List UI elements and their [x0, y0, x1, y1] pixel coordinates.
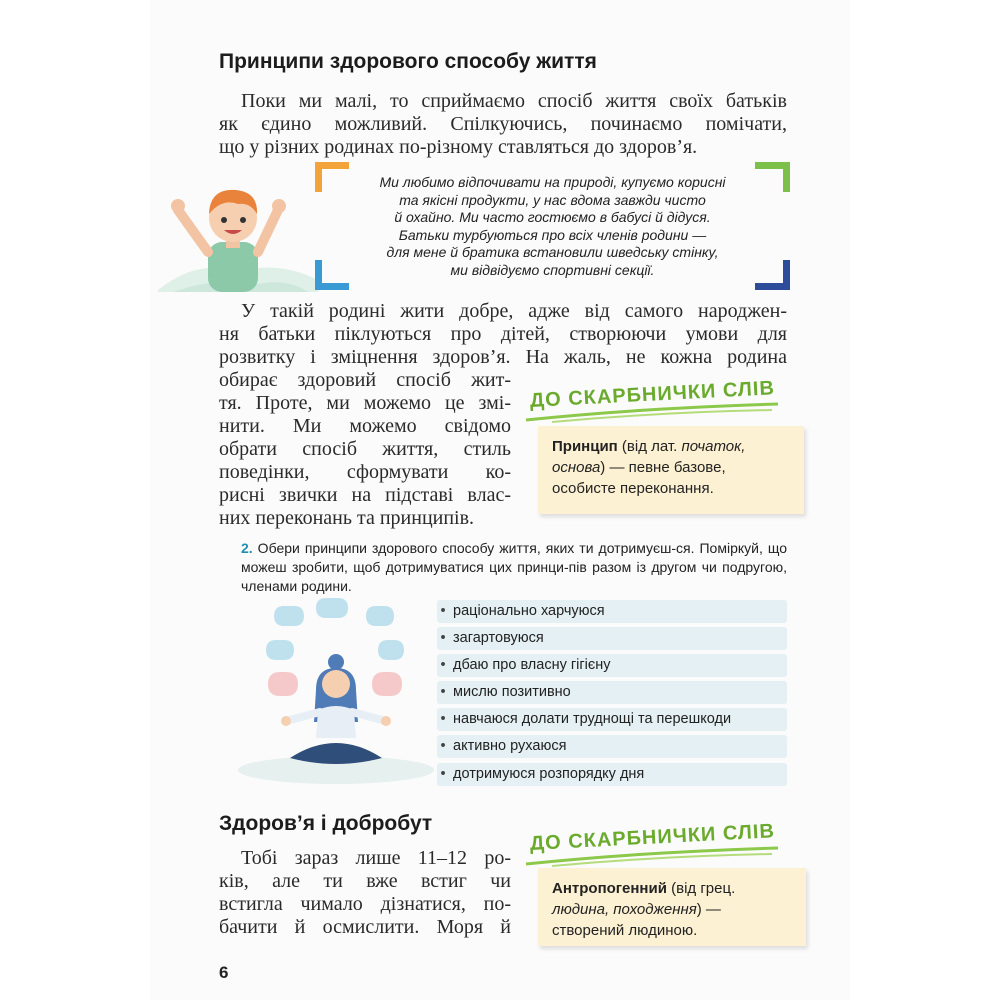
principle-item[interactable] — [437, 600, 787, 623]
paragraph-line: встигла чимало дізнатися, по- — [219, 893, 511, 915]
principle-label: мислю позитивно — [453, 684, 571, 700]
principle-label: дбаю про власну гігієну — [453, 657, 611, 673]
age-paragraph — [219, 847, 511, 939]
principle-item[interactable] — [437, 627, 787, 650]
principle-label: дотримуюся розпорядку дня — [453, 766, 645, 782]
principle-label: загартовуюся — [453, 630, 544, 646]
glossary-text: ) — створений людиною. — [552, 901, 721, 939]
glossary-text: (від грец. — [666, 880, 736, 897]
principle-label: навчаюся долати труднощі та перешкоди — [453, 711, 732, 727]
quote-line: для мене й братика встановили шведську стінку, — [386, 244, 719, 261]
paragraph-line: Тобі зараз лише 11–12 ро- — [241, 847, 511, 869]
principle-item[interactable] — [437, 708, 787, 731]
paragraph-line: бачити й осмислити. Моря й — [219, 916, 511, 938]
glossary-banner: ДО СКАРБНИЧКИ СЛІВ — [529, 820, 776, 855]
page-number: 6 — [219, 963, 229, 982]
intro-paragraph — [219, 90, 787, 159]
paragraph-line: тя. Проте, ми можемо це змі- — [219, 392, 511, 414]
bullet-icon: • — [440, 738, 446, 754]
paragraph-line: поведінки, сформувати ко- — [219, 461, 511, 483]
bullet-icon: • — [440, 684, 446, 700]
glossary-term: Антропогенний — [552, 880, 667, 897]
bullet-icon: • — [440, 766, 446, 782]
glossary-definition-principle — [538, 426, 804, 514]
glossary-underline — [522, 402, 782, 424]
choice-paragraph — [219, 369, 511, 530]
paragraph-line: ня батьки піклуються про дітей, створюючи умови для — [219, 323, 787, 345]
quote-line: й охайно. Ми часто гостюємо в бабусі й дідуся. — [394, 209, 711, 226]
meditation-illustration — [238, 598, 434, 784]
paragraph-line: рисні звички на підставі влас- — [219, 484, 511, 506]
paragraph-line: розвитку і зміцнення здоров’я. На жаль, не кожна родина — [219, 346, 787, 368]
parent-quote — [330, 174, 775, 280]
paragraph-line: обрати спосіб життя, стиль — [219, 438, 511, 460]
paragraph-line: нити. Ми можемо свідомо — [219, 415, 511, 437]
bullet-icon: • — [440, 630, 446, 646]
bullet-icon: • — [440, 603, 446, 619]
task-number: 2. — [241, 540, 253, 556]
task-2 — [241, 539, 787, 596]
paragraph-line: обирає здоровий спосіб жит- — [219, 369, 511, 391]
paragraph-line: них переконань та принципів. — [219, 507, 475, 529]
intro-line: Поки ми малі, то сприймаємо спосіб життя своїх батьків — [241, 90, 787, 112]
paragraph-line: ків, але ти вже встиг чи — [219, 870, 511, 892]
quote-line: Батьки турбуються про всіх членів родини — — [398, 226, 707, 243]
quote-line: Ми любимо відпочивати на природі, купуємо корисні — [379, 174, 726, 190]
glossary-banner: ДО СКАРБНИЧКИ СЛІВ — [529, 377, 776, 412]
glossary-text: (від лат. — [617, 438, 682, 455]
child-illustration — [158, 180, 318, 292]
principle-item[interactable] — [437, 654, 787, 677]
principle-label: активно рухаюся — [453, 738, 567, 754]
task-text: Обери принципи здорового способу життя, яких ти дотримуєш-ся. Поміркуй, що можеш зробити, щоб дотримуватися цих принци-пів разом із другом чи подругою, членами родини. — [241, 540, 787, 594]
quote-line: та якісні продукти, у нас вдома завжди чисто — [399, 191, 706, 208]
glossary-origin: початок, основа — [552, 438, 746, 476]
glossary-origin: людина, походження — [552, 901, 697, 918]
section-title-health-wellbeing: Здоров’я і добробут — [219, 812, 433, 835]
quote-line: ми відвідуємо спортивні секції. — [450, 261, 655, 278]
bullet-icon: • — [440, 711, 446, 727]
section-title-principles: Принципи здорового способу життя — [219, 50, 597, 73]
family-paragraph — [219, 300, 787, 369]
paragraph-line: У такій родині жити добре, адже від самого народжен- — [241, 300, 787, 322]
glossary-definition-anthropogenic — [538, 868, 806, 946]
principle-item[interactable] — [437, 681, 787, 704]
glossary-term: Принцип — [552, 438, 618, 455]
principle-item[interactable] — [437, 763, 787, 786]
intro-line: що у різних родинах по-різному ставляться до здоров’я. — [219, 136, 698, 158]
bullet-icon: • — [440, 657, 446, 673]
principle-item[interactable] — [437, 735, 787, 758]
principle-label: раціонально харчуюся — [453, 603, 605, 619]
intro-line: як єдино можливий. Спілкуючись, починаємо помічати, — [219, 113, 787, 135]
glossary-text: ) — певне базове, особисте переконання. — [552, 459, 726, 497]
glossary-underline — [522, 846, 782, 868]
